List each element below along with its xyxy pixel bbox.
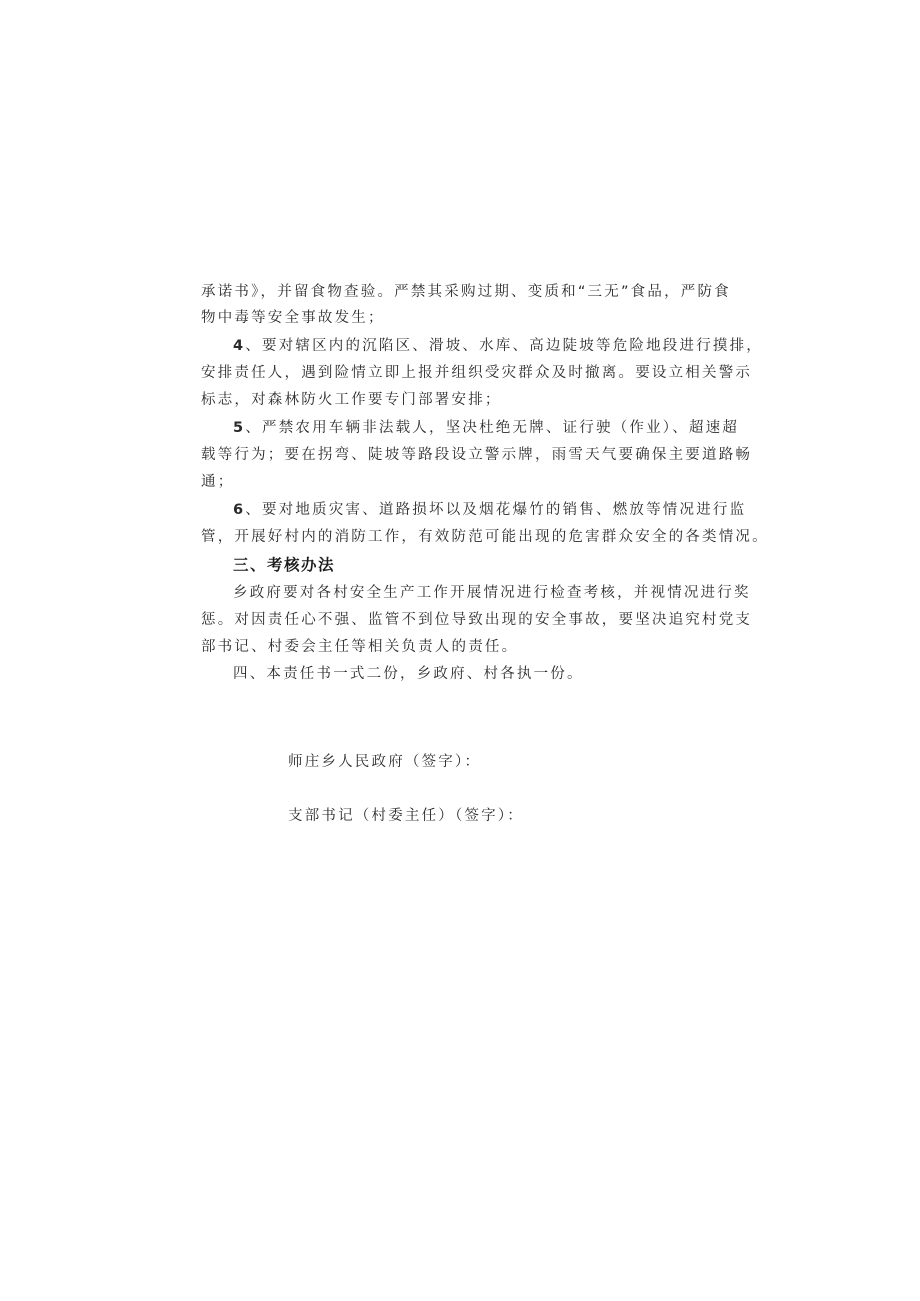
item-4-text: 、要对辖区内的沉陷区、滑坡、水库、高边陡坡等危险地段进行摸排，	[245, 338, 763, 354]
paragraph-line: 管，开展好村内的消防工作，有效防范可能出现的危害群众安全的各类情况。	[201, 529, 769, 545]
item-6-number: 6	[233, 502, 246, 518]
item-4-number: 4	[233, 338, 246, 354]
section-heading: 三、考核办法	[233, 556, 336, 574]
item-5-text: 、严禁农用车辆非法载人，坚决杜绝无牌、证行驶（作业）、超速超	[245, 420, 740, 436]
paragraph-line: 安排责任人，遇到险情立即上报并组织受灾群众及时撤离。要设立相关警示	[201, 365, 753, 381]
paragraph-line: 载等行为；要在拐弯、陡坡等路段设立警示牌，雨雪天气要确保主要道路畅	[201, 447, 753, 463]
signature-village: 支部书记（村委主任）（签字）：	[288, 808, 524, 824]
item-6-line-1	[233, 500, 773, 520]
item-5-number: 5	[233, 420, 246, 436]
paragraph-line: 承诺书》，并留食物查验。严禁其采购过期、变质和“三无”食品，严防食	[201, 284, 731, 300]
paragraph-line: 部书记、村委会主任等相关负责人的责任。	[201, 639, 519, 655]
item-5-line-1	[233, 418, 773, 438]
paragraph-line: 乡政府要对各村安全生产工作开展情况进行检查考核，并视情况进行奖	[233, 585, 751, 601]
item-6-text: 、要对地质灾害、道路损坏以及烟花爆竹的销售、燃放等情况进行监	[245, 502, 747, 518]
paragraph-line: 通；	[201, 474, 235, 490]
paragraph-line: 四、本责任书一式二份，乡政府、村各执一份。	[233, 666, 584, 682]
paragraph-line: 惩。对因责任心不强、监管不到位导致出现的安全事故，要坚决追究村党支	[201, 612, 753, 628]
item-4-line-1	[233, 336, 773, 356]
paragraph-line: 物中毒等安全事故发生；	[201, 310, 385, 326]
paragraph-line: 标志，对森林防火工作要专门部署安排；	[201, 392, 502, 408]
signature-township: 师庄乡人民政府（签字）：	[288, 754, 482, 770]
